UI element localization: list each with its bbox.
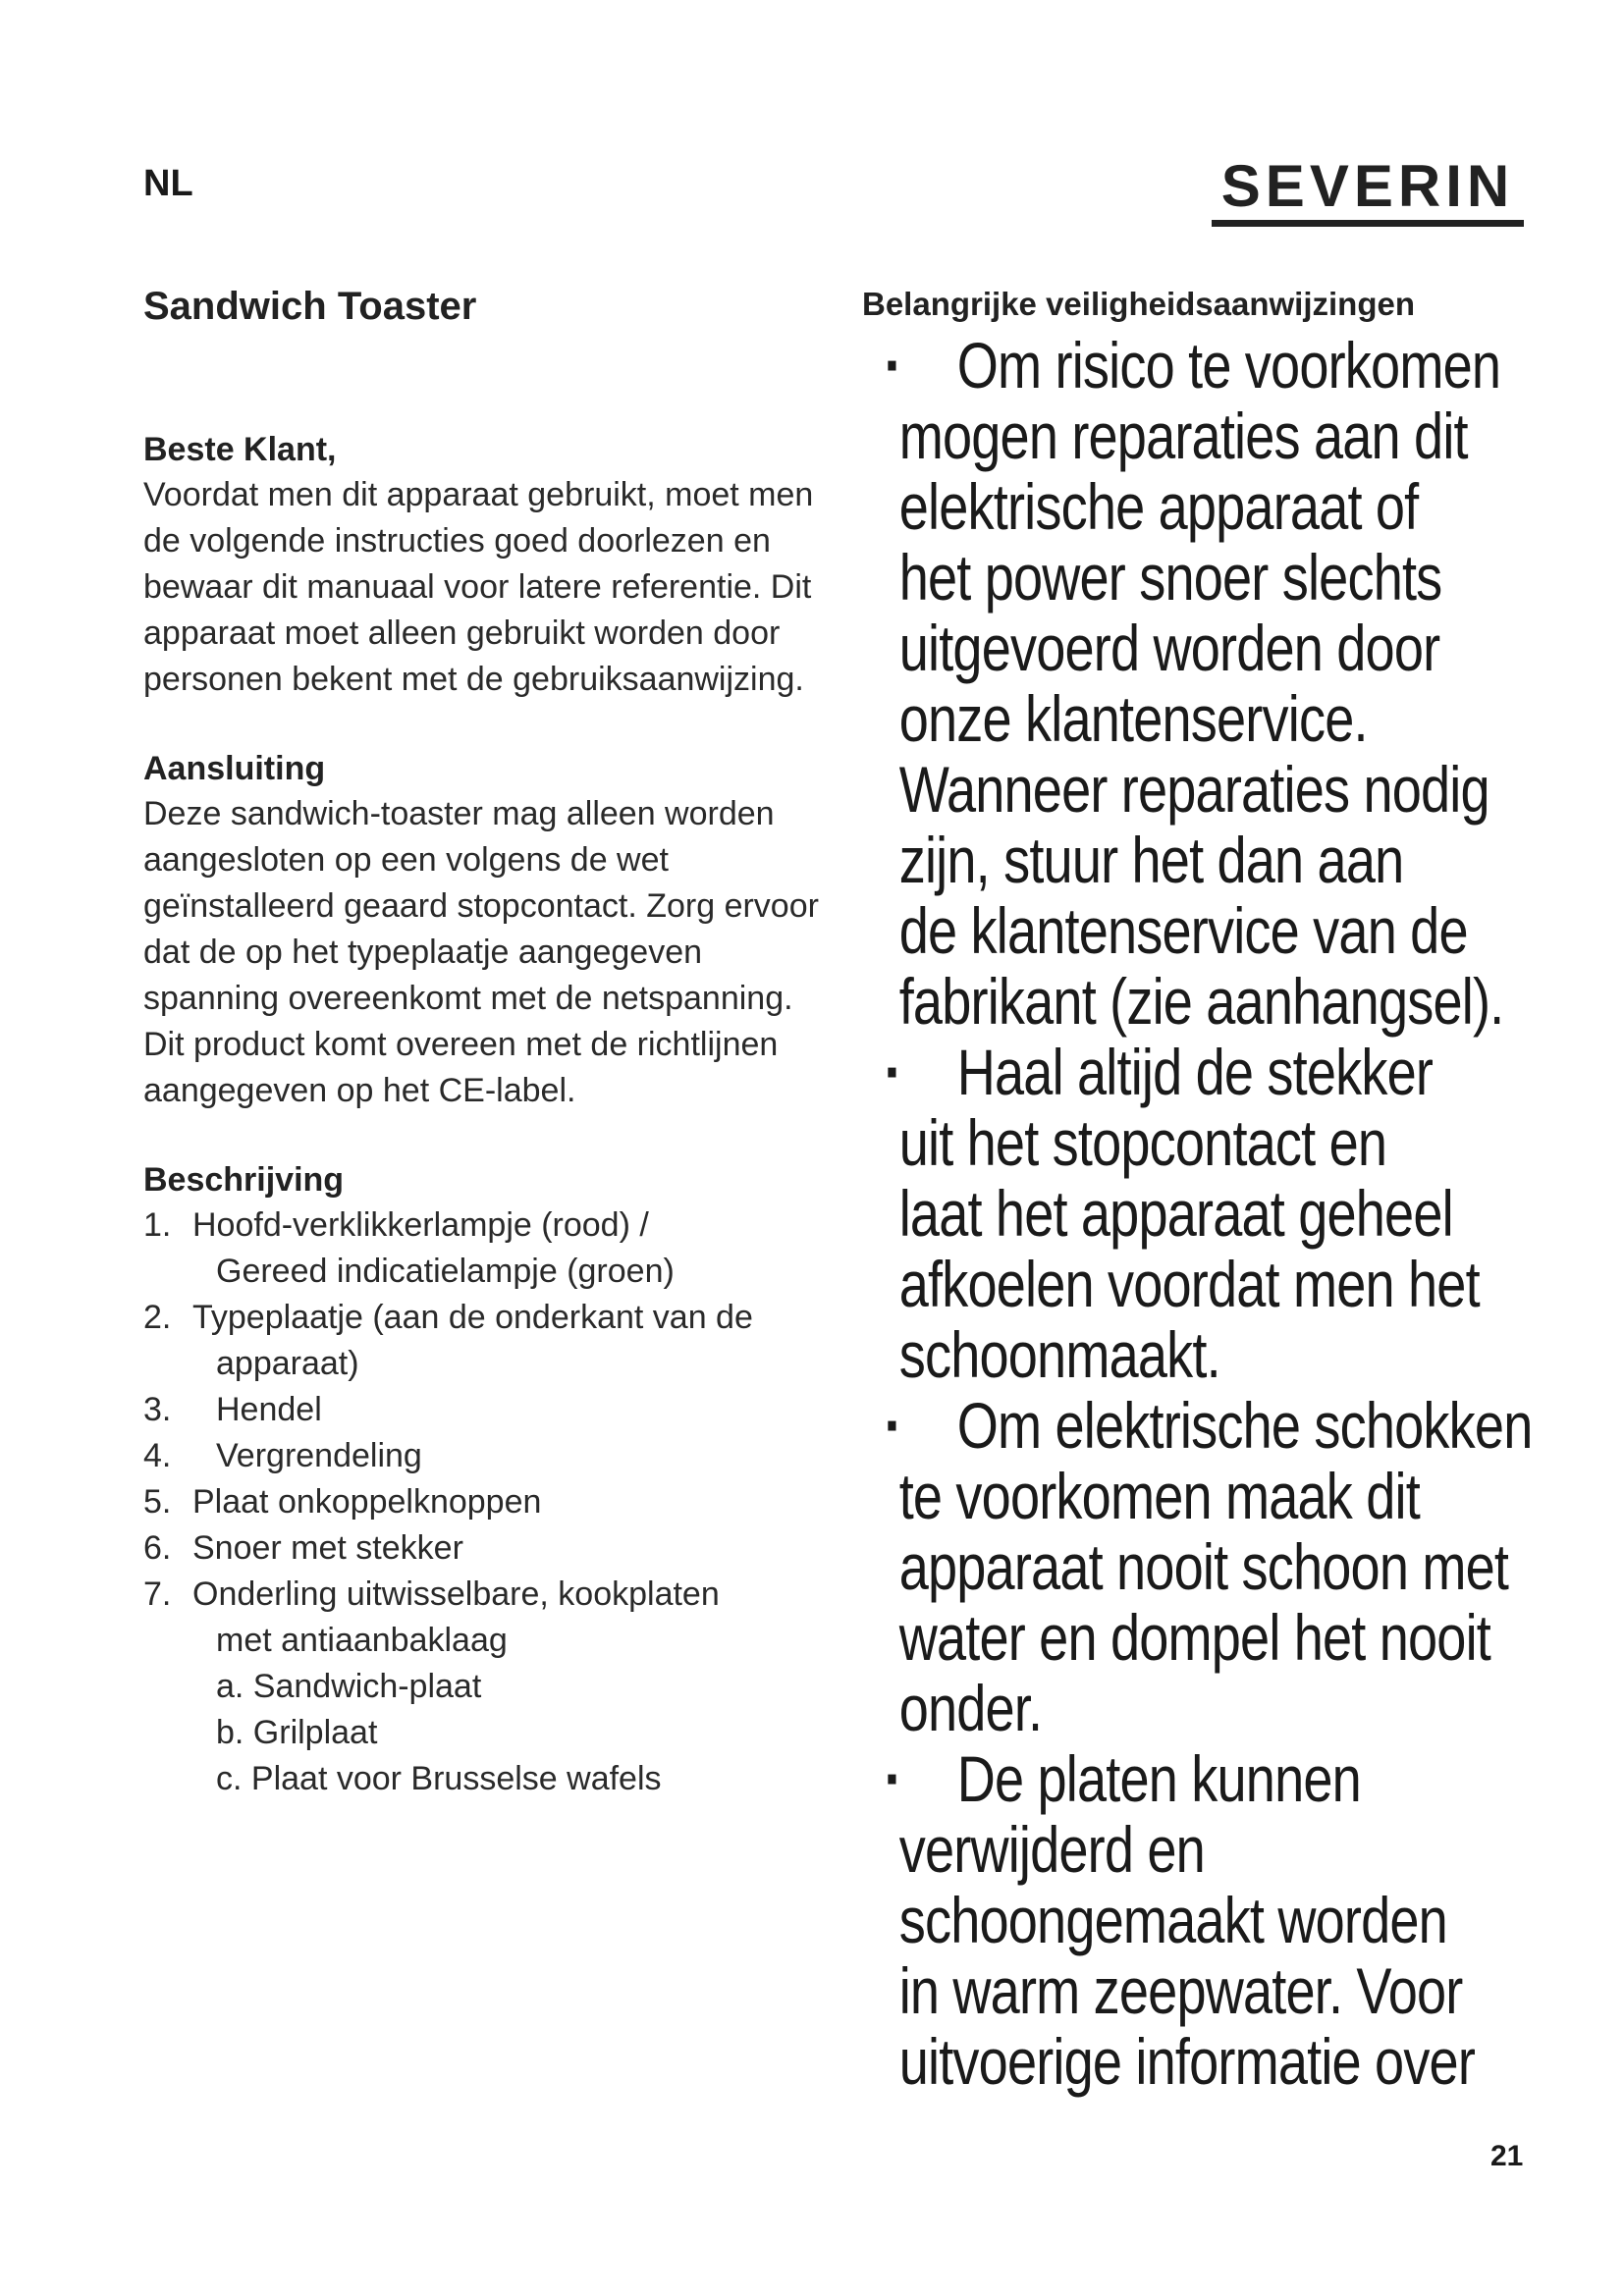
- bullet-line: mogen reparaties aan dit: [898, 400, 1468, 472]
- page-number: 21: [1490, 2140, 1524, 2172]
- page-title: Sandwich Toaster: [143, 285, 477, 328]
- connection-heading: Aansluiting: [143, 750, 326, 787]
- safety-list: [862, 330, 1569, 2097]
- language-code: NL: [143, 163, 193, 204]
- item-text: Snoer met stekker: [192, 1529, 463, 1567]
- item-text-continued: Gereed indicatielampje (groen): [216, 1253, 675, 1290]
- item-text: Typeplaatje (aan de onderkant van de: [192, 1299, 753, 1336]
- bullet-line: ▪ Haal altijd de stekker: [886, 1036, 1434, 1108]
- list-item: [143, 1202, 831, 1295]
- bullet-line: apparaat nooit schoon met: [898, 1530, 1509, 1603]
- bullet-line: de klantenservice van de: [898, 894, 1468, 967]
- logo-underline: [1212, 220, 1524, 227]
- bullet-line: te voorkomen maak dit: [898, 1460, 1420, 1532]
- bullet-line: Wanneer reparaties nodig: [898, 753, 1489, 826]
- item-number: 4.: [143, 1437, 172, 1474]
- bullet-line: zijn, stuur het dan aan: [898, 824, 1404, 896]
- item-number: 6.: [143, 1529, 172, 1567]
- bullet-line: in warm zeepwater. Voor: [898, 1954, 1463, 2027]
- bullet-line: onze klantenservice.: [898, 682, 1368, 755]
- left-column: [143, 285, 831, 1802]
- bullet-line: uitgevoerd worden door: [898, 612, 1440, 684]
- bullet-line: elektrische apparaat of: [898, 470, 1419, 543]
- list-item: [143, 1387, 831, 1433]
- greeting-text: Voordat men dit apparaat gebruikt, moet men de volgende instructies goed doorlezen en bewaar dit manuaal voor latere referentie. Dit apparaat moet alleen gebruikt worden door personen bekent met de gebruiksaanwijzing.: [143, 476, 814, 698]
- bullet-line: water en dompel het nooit: [898, 1601, 1490, 1674]
- item-number: 5.: [143, 1483, 172, 1521]
- item-number: 3.: [143, 1391, 172, 1428]
- item-number: 7.: [143, 1575, 172, 1613]
- item-text: Hoofd-verklikkerlampje (rood) /: [192, 1206, 649, 1244]
- list-item: [143, 1433, 831, 1479]
- bullet-line: ▪ Om elektrische schokken: [886, 1389, 1533, 1462]
- sub-item: c. Plaat voor Brusselse wafels: [216, 1760, 662, 1797]
- bullet-line: onder.: [898, 1672, 1043, 1744]
- item-text: Plaat onkoppelknoppen: [192, 1483, 542, 1521]
- bullet-line: laat het apparaat geheel: [898, 1177, 1453, 1250]
- brand-name: SEVERIN: [1220, 153, 1515, 219]
- item-text: Vergrendeling: [216, 1437, 422, 1474]
- safety-heading: Belangrijke veiligheidsaanwijzingen: [862, 286, 1415, 322]
- bullet-line: uitvoerige informatie over: [898, 2025, 1476, 2098]
- bullet-line: schoongemaakt worden: [898, 1884, 1447, 1956]
- bullet-line: verwijderd en: [898, 1813, 1205, 1886]
- sub-item: a. Sandwich-plaat: [216, 1668, 482, 1705]
- greeting-heading: Beste Klant,: [143, 431, 337, 468]
- item-text-continued: apparaat): [216, 1345, 359, 1382]
- bullet-line: het power snoer slechts: [898, 541, 1442, 614]
- bullet-line: ▪ Om risico te voorkomen: [886, 329, 1501, 401]
- bullet-icon: ▪: [886, 1050, 897, 1094]
- bullet-icon: ▪: [886, 344, 897, 387]
- bullet-line: fabrikant (zie aanhangsel).: [898, 965, 1504, 1038]
- list-item: [143, 1479, 831, 1525]
- item-text: Hendel: [216, 1391, 322, 1428]
- bullet-line: uit het stopcontact en: [898, 1106, 1387, 1179]
- item-text: Onderling uitwisselbare, kookplaten: [192, 1575, 720, 1613]
- parts-list: [143, 1202, 831, 1802]
- list-item: [143, 1525, 831, 1572]
- bullet-line: afkoelen voordat men het: [898, 1248, 1480, 1320]
- item-number: 1.: [143, 1206, 172, 1244]
- bullet-line: ▪ De platen kunnen: [886, 1742, 1361, 1815]
- sub-item: b. Grilplaat: [216, 1714, 378, 1751]
- bullet-icon: ▪: [886, 1757, 897, 1800]
- connection-text: Deze sandwich-toaster mag alleen worden aangesloten op een volgens de wet geïnstalleerd geaard stopcontact. Zorg ervoor dat de op het typeplaatje aangegeven spanning overeenkomt met de netspanning. Dit product komt overeen met de richtlijnen aangegeven op het CE-label.: [143, 795, 819, 1109]
- description-heading: Beschrijving: [143, 1161, 345, 1199]
- right-column: [862, 285, 1569, 2097]
- bullet-icon: ▪: [886, 1404, 897, 1447]
- bullet-line: schoonmaakt.: [898, 1318, 1220, 1391]
- list-item: [143, 1295, 831, 1387]
- list-item: [143, 1572, 831, 1664]
- item-text-continued: met antiaanbaklaag: [216, 1622, 508, 1659]
- severin-logo: [1212, 153, 1524, 228]
- item-number: 2.: [143, 1299, 172, 1336]
